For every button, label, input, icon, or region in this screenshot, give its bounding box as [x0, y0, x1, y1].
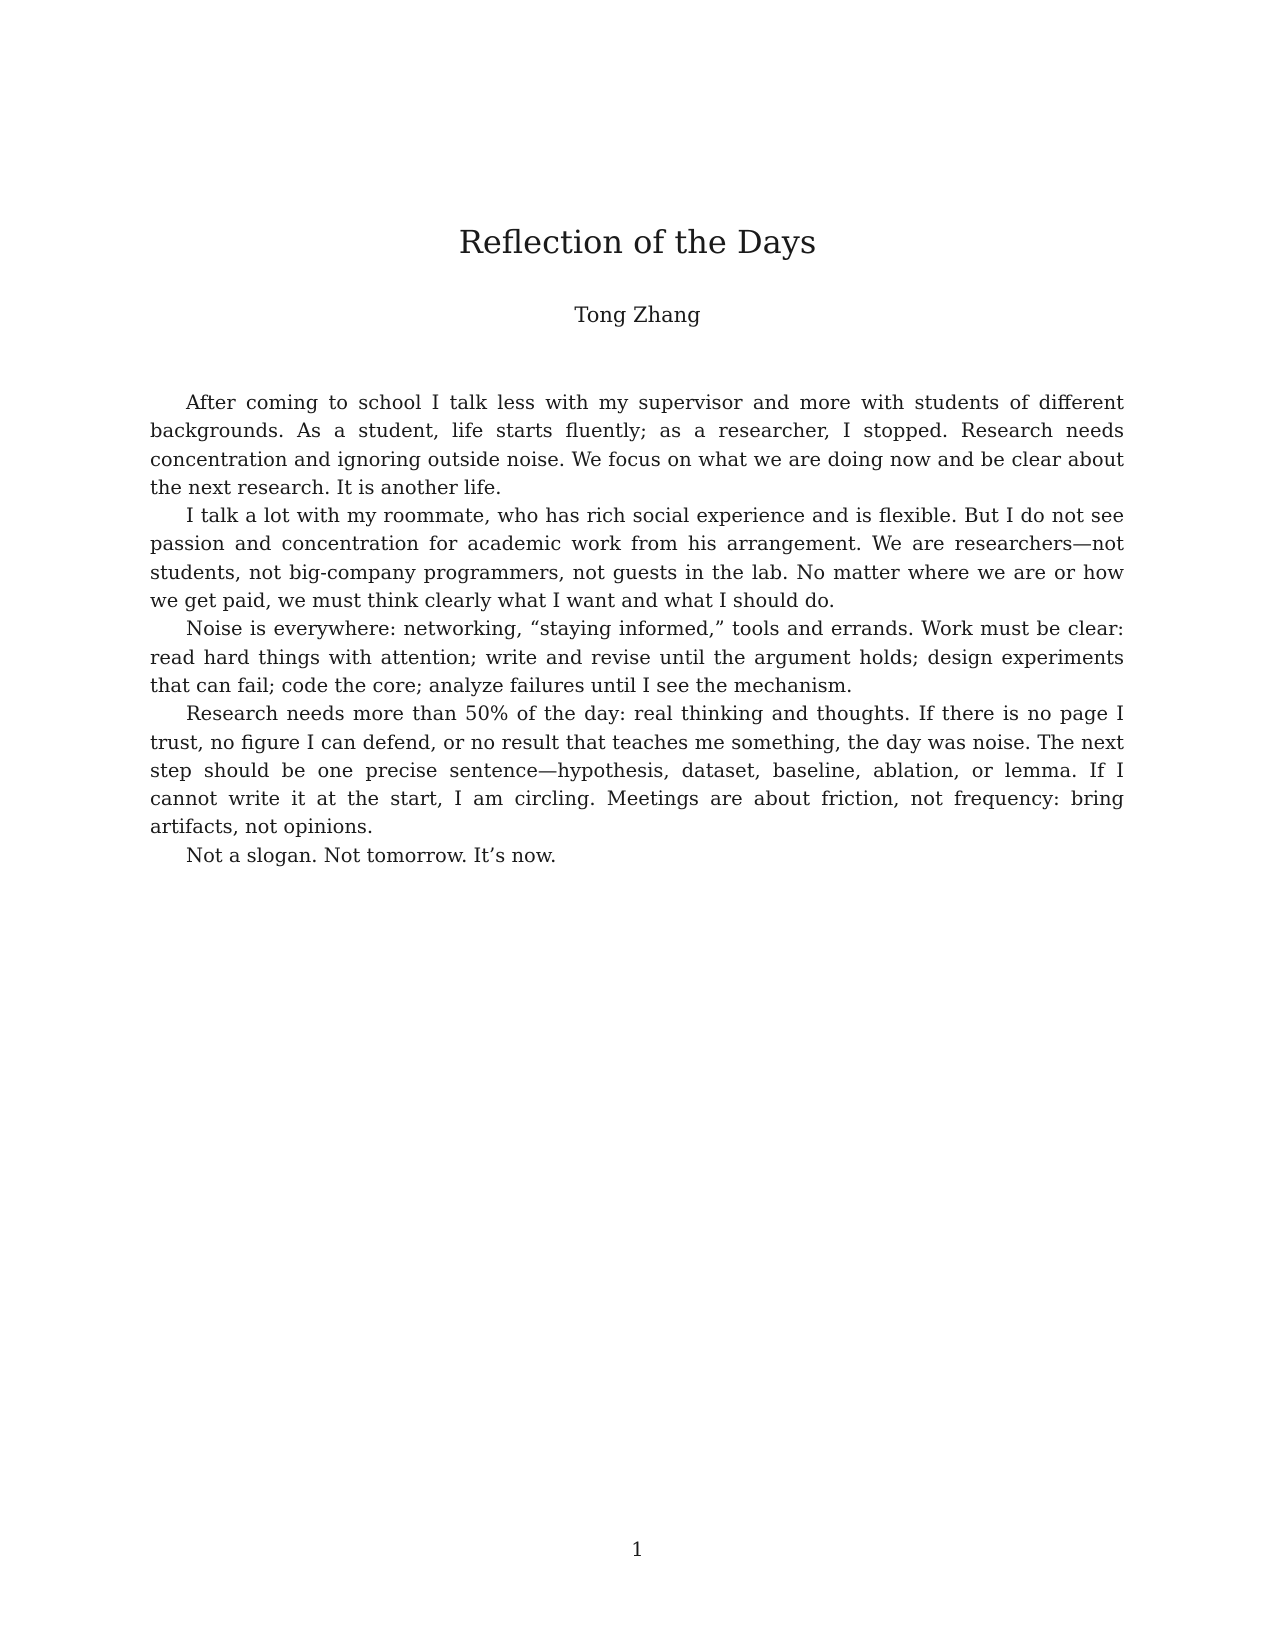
document-title: Reflection of the Days [458, 223, 817, 261]
paragraph-4: Research needs more than 50% of the day: real thinking and thoughts. If there is no page I trust, no figure I can defend, or no result that teaches me something, the day was noise. The next step should be one precise sentence—hypothesis, dataset, baseline, ablation, or lemma. If I cannot write it at the start, I am circling. Meetings are about friction, not frequency: bring artifacts, not opinions. [150, 702, 1124, 839]
paragraph-3: Noise is everywhere: networking, “staying informed,” tools and errands. Work must be clear: read hard things with attention; write and revise until the argument holds; design experiments that can fail; code the core; analyze failures until I see the mechanism. [150, 617, 1124, 697]
paragraph-5: Not a slogan. Not tomorrow. It’s now. [186, 843, 557, 867]
paragraph-1: After coming to school I talk less with my supervisor and more with students of different backgrounds. As a student, life starts fluently; as a researcher, I stopped. Research needs concentration and ignoring outside noise. We focus on what we are doing now and be clear about the next research. It is another life. [150, 391, 1124, 499]
document-body [150, 389, 1124, 870]
author-name: Tong Zhang [574, 303, 701, 327]
page-number: 1 [631, 1538, 644, 1561]
paragraph-2: I talk a lot with my roommate, who has rich social experience and is flexible. But I do not see passion and concentration for academic work from his arrangement. We are researchers—not students, not big-company programmers, not guests in the lab. No matter where we are or how we get paid, we must think clearly what I want and what I should do. [150, 504, 1124, 613]
